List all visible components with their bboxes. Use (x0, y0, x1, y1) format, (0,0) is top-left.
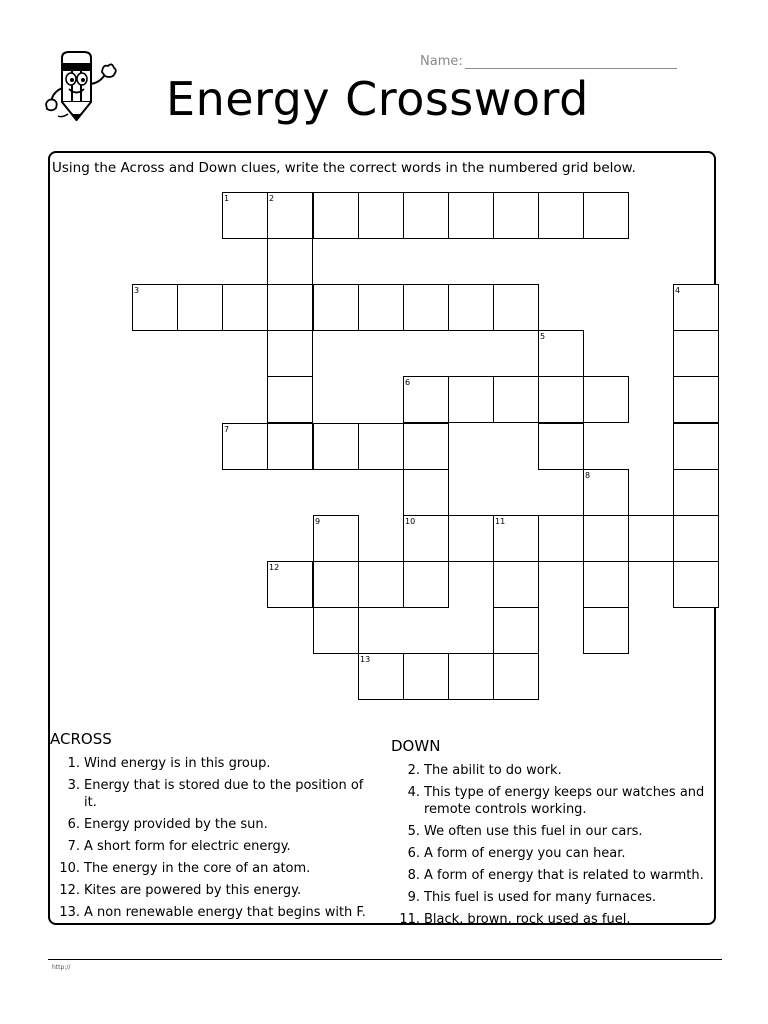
grid-cell-number: 4 (675, 286, 681, 295)
grid-cell-number: 10 (405, 517, 416, 526)
clue-number: 13. (59, 905, 80, 920)
down-heading: DOWN (391, 737, 441, 755)
clue-text: Energy provided by the sun. (84, 817, 268, 832)
grid-cell-number: 11 (495, 517, 506, 526)
across-heading: ACROSS (50, 730, 112, 748)
clue-number: 5. (407, 824, 420, 839)
clue-number: 10. (59, 861, 80, 876)
grid-cell-number: 3 (134, 286, 140, 295)
across-clue (50, 882, 380, 899)
down-clue (390, 889, 715, 906)
across-clue (50, 816, 380, 833)
clue-number: 4. (407, 785, 420, 800)
across-clue (50, 904, 380, 921)
clue-number: 6. (67, 817, 80, 832)
clue-text: Wind energy is in this group. (84, 756, 271, 771)
down-clue-list (390, 762, 715, 933)
clue-number: 1. (67, 756, 80, 771)
clue-text: Energy that is stored due to the position of it. (84, 778, 364, 810)
down-clue (390, 784, 715, 818)
grid-cell-number: 9 (315, 517, 321, 526)
clue-number: 11. (399, 912, 420, 927)
down-clue (390, 845, 715, 862)
down-clue (390, 762, 715, 779)
clue-text: A form of energy you can hear. (424, 846, 626, 861)
clue-number: 3. (67, 778, 80, 793)
clue-text: This fuel is used for many furnaces. (424, 890, 657, 905)
footer-text: http:// (52, 964, 71, 971)
across-clue (50, 860, 380, 877)
grid-cell-number: 5 (540, 332, 546, 341)
name-field[interactable] (420, 54, 677, 69)
clue-text: A non renewable energy that begins with F. (84, 905, 366, 920)
name-underline[interactable] (465, 54, 677, 69)
grid-cell-number: 8 (585, 471, 591, 480)
clue-text: The abilit to do work. (424, 763, 562, 778)
name-label: Name: (420, 54, 463, 69)
clue-number: 9. (407, 890, 420, 905)
clue-number: 6. (407, 846, 420, 861)
clue-text: This type of energy keeps our watches and remote controls working. (424, 785, 705, 817)
grid-cell-number: 13 (360, 655, 371, 664)
pencil-character-icon (40, 48, 122, 124)
grid-cell-number: 1 (224, 194, 230, 203)
down-clue (390, 823, 715, 840)
instructions-text: Using the Across and Down clues, write the correct words in the numbered grid below. (52, 160, 636, 176)
clue-number: 2. (407, 763, 420, 778)
clue-text: We often use this fuel in our cars. (424, 824, 643, 839)
grid-cell-number: 12 (269, 563, 280, 572)
down-clue (390, 867, 715, 884)
across-clue (50, 777, 380, 811)
down-clue (390, 911, 715, 928)
page-title: Energy Crossword (166, 72, 589, 126)
across-clue-list (50, 755, 380, 926)
across-clue (50, 838, 380, 855)
footer-rule (48, 959, 722, 960)
clue-number: 8. (407, 868, 420, 883)
across-clue (50, 755, 380, 772)
clue-number: 7. (67, 839, 80, 854)
clue-text: Black, brown, rock used as fuel. (424, 912, 631, 927)
grid-cell-number: 7 (224, 425, 230, 434)
clue-text: Kites are powered by this energy. (84, 883, 302, 898)
clue-text: The energy in the core of an atom. (84, 861, 311, 876)
clue-number: 12. (59, 883, 80, 898)
grid-cell-number: 2 (269, 194, 275, 203)
clue-text: A form of energy that is related to warmth. (424, 868, 704, 883)
grid-cell-number: 6 (405, 378, 411, 387)
clue-text: A short form for electric energy. (84, 839, 291, 854)
